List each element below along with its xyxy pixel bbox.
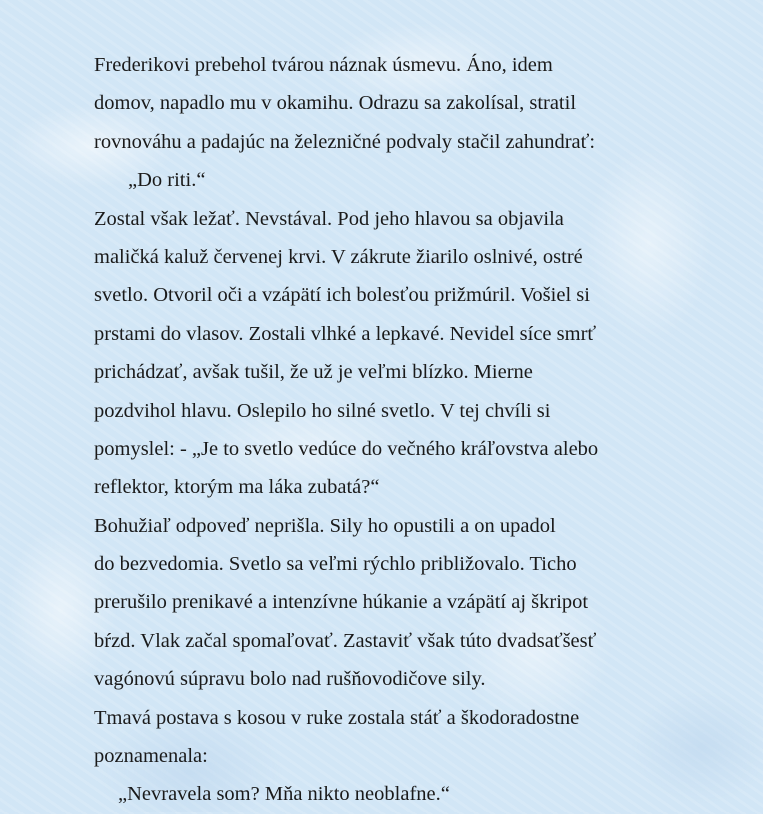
- text-line: bŕzd. Vlak začal spomaľovať. Zastaviť však túto dvadsaťšesť: [94, 629, 597, 652]
- text-line: Bohužiaľ odpoveď neprišla. Sily ho opustili a on upadol: [94, 514, 556, 537]
- story-text: [94, 46, 694, 814]
- text-line: prerušilo prenikavé a intenzívne húkanie a vzápätí aj škripot: [94, 591, 589, 614]
- text-line: do bezvedomia. Svetlo sa veľmi rýchlo približovalo. Ticho: [94, 553, 577, 576]
- text-line: prichádzať, avšak tušil, že už je veľmi blízko. Mierne: [94, 361, 533, 384]
- dialogue-line: „Do riti.“: [128, 169, 206, 192]
- text-line: Zostal však ležať. Nevstával. Pod jeho hlavou sa objavila: [94, 207, 564, 230]
- dialogue-line: „Nevravela som? Mňa nikto neoblafne.“: [118, 783, 450, 806]
- text-line: rovnováhu a padajúc na železničné podvaly stačil zahundrať:: [94, 130, 596, 153]
- text-line: poznamenala:: [94, 745, 208, 768]
- text-line: prstami do vlasov. Zostali vlhké a lepkavé. Nevidel síce smrť: [94, 322, 597, 345]
- text-line: pozdvihol hlavu. Oslepilo ho silné svetlo. V tej chvíli si: [94, 399, 551, 422]
- text-line: maličká kaluž červenej krvi. V zákrute žiarilo oslnivé, ostré: [94, 245, 583, 268]
- text-line: domov, napadlo mu v okamihu. Odrazu sa zakolísal, stratil: [94, 92, 577, 115]
- text-line: Tmavá postava s kosou v ruke zostala stáť a škodoradostne: [94, 706, 580, 729]
- text-line: svetlo. Otvoril oči a vzápätí ich bolesťou prižmúril. Vošiel si: [94, 284, 590, 307]
- text-line: Frederikovi prebehol tvárou náznak úsmevu. Áno, idem: [94, 54, 553, 76]
- text-line: pomyslel: - „Je to svetlo vedúce do večného kráľovstva alebo: [94, 437, 599, 460]
- text-line: vagónovú súpravu bolo nad rušňovodičove sily.: [94, 668, 486, 691]
- text-line: reflektor, ktorým ma láka zubatá?“: [94, 476, 380, 499]
